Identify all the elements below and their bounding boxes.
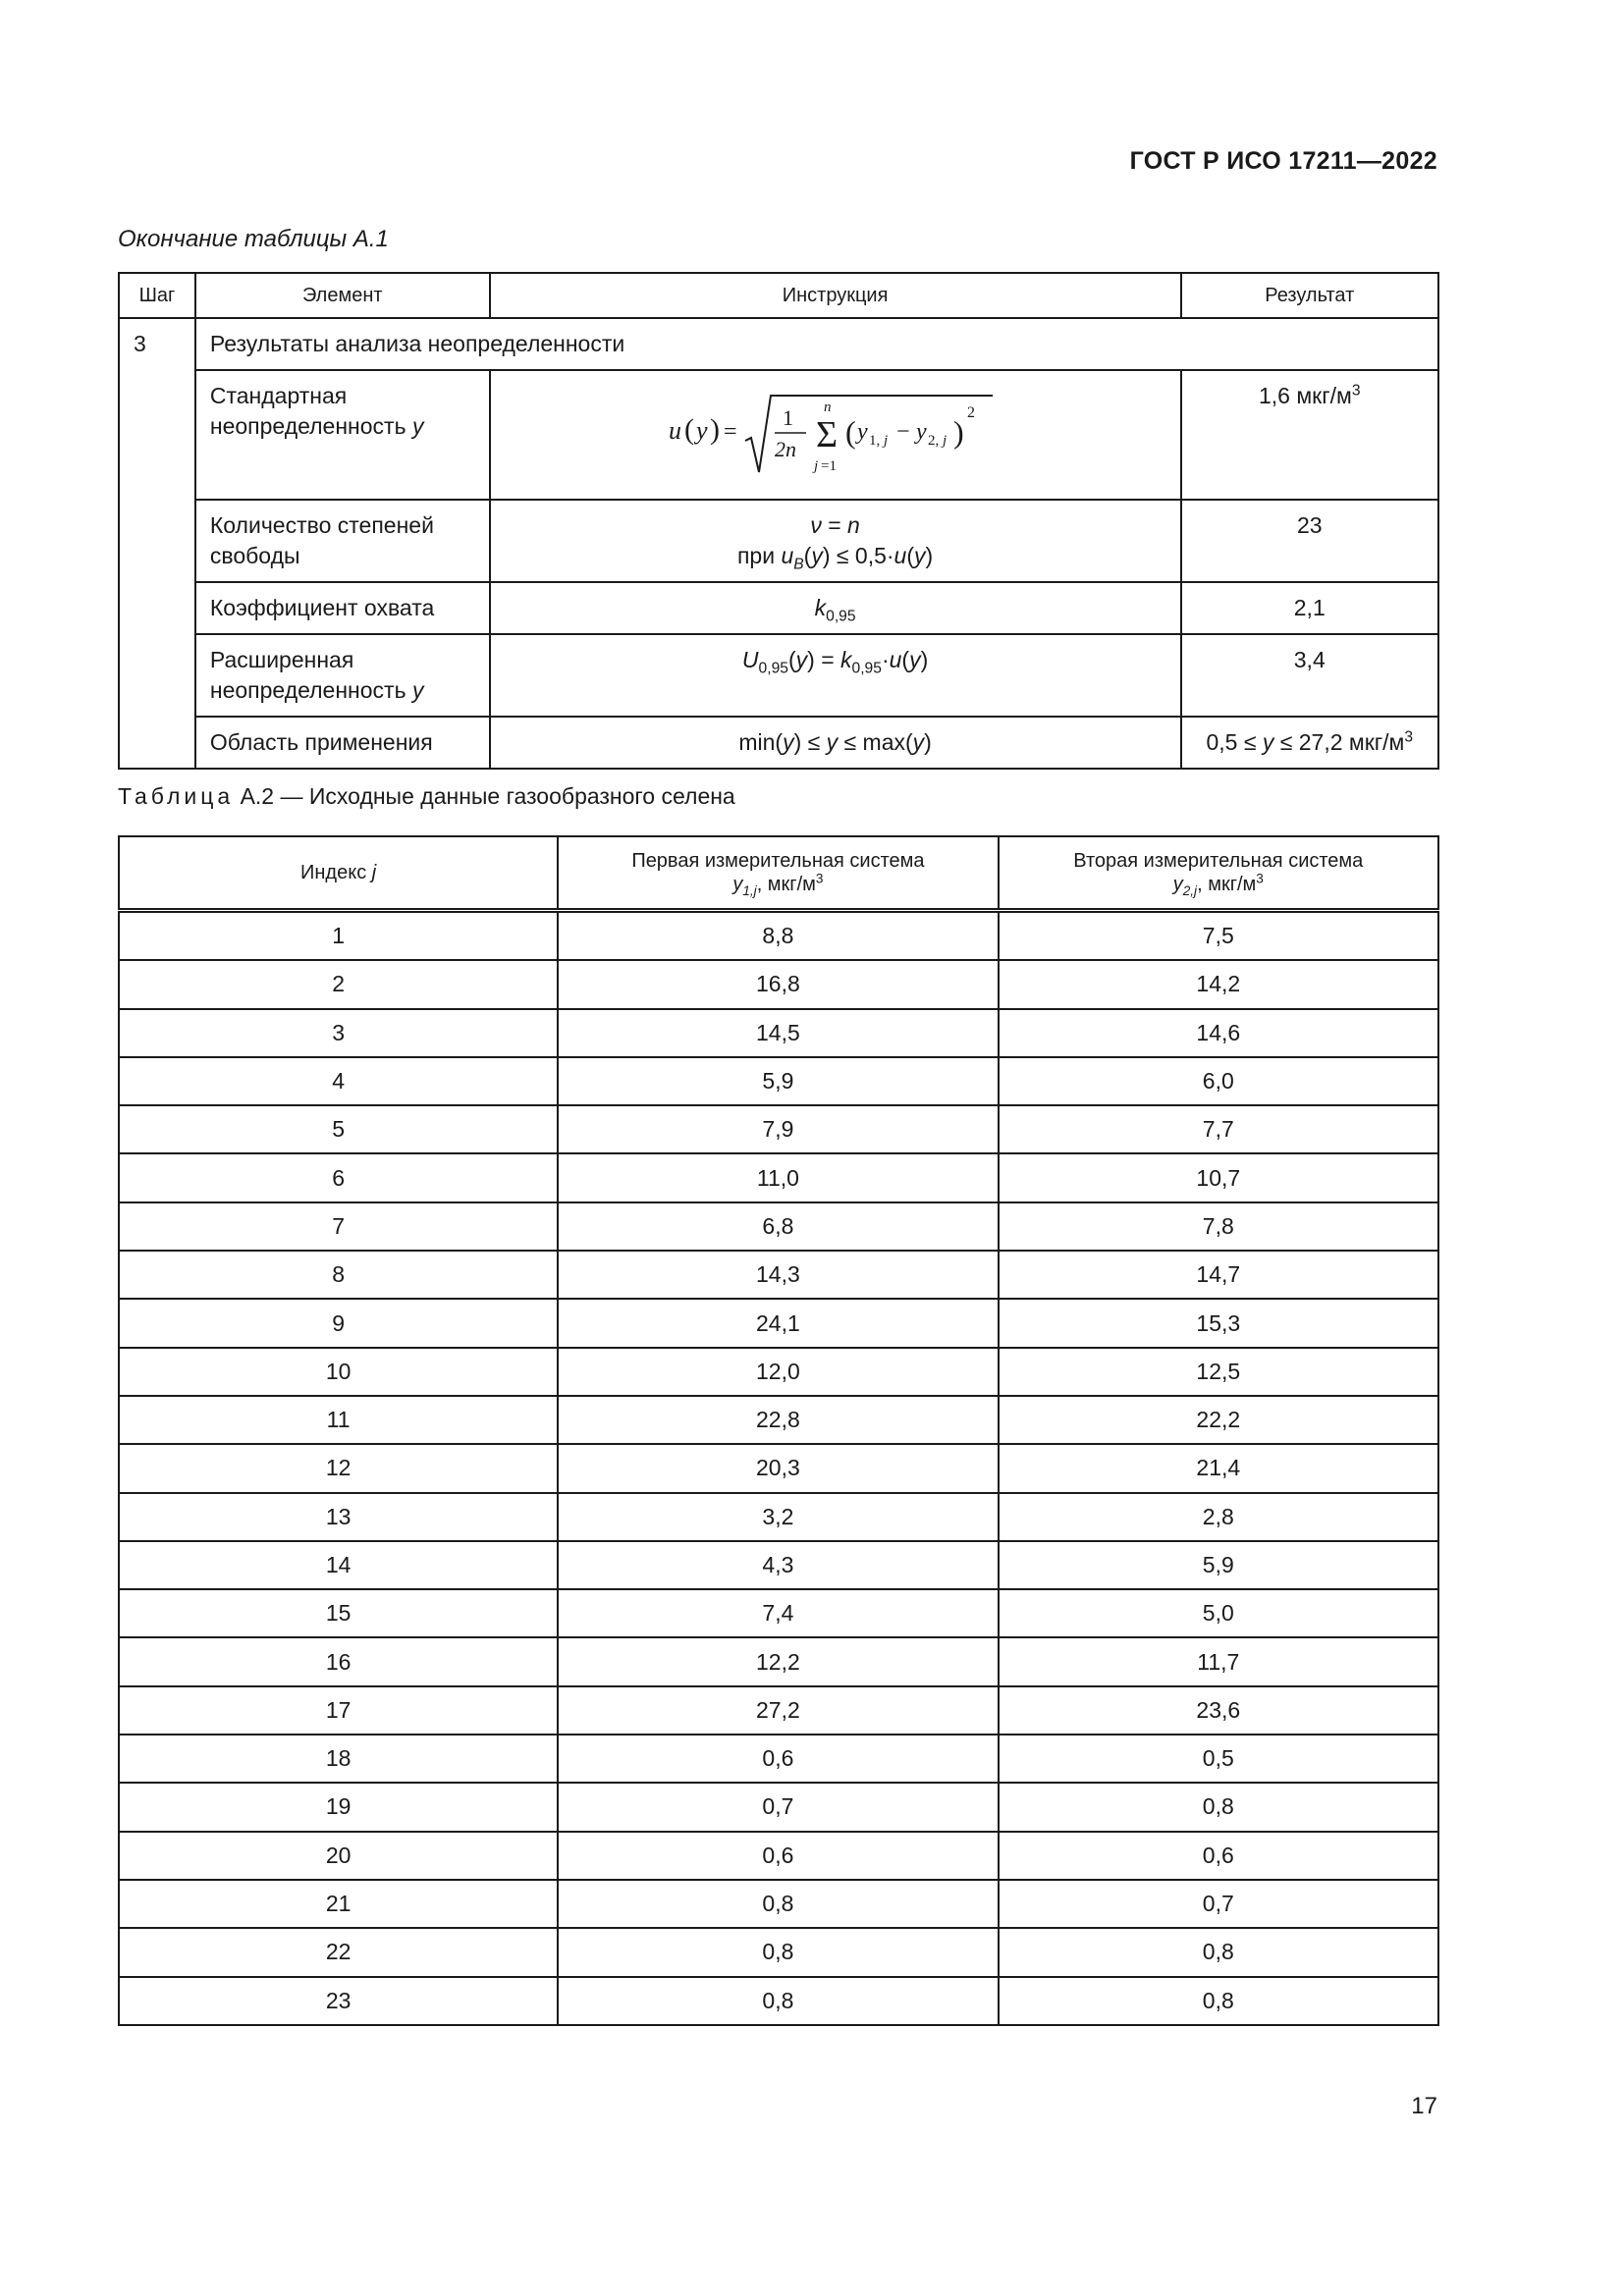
instruction-cell: $k_{0,95}$ bbox=[490, 582, 1181, 634]
table-row bbox=[119, 1637, 1438, 1685]
table-row bbox=[119, 1783, 1438, 1831]
system-2-cell: 7,8 bbox=[999, 1202, 1438, 1251]
index-cell: 16 bbox=[119, 1637, 558, 1685]
table-row bbox=[119, 1493, 1438, 1541]
svg-text:(: ( bbox=[683, 413, 694, 446]
table-row bbox=[119, 1977, 1438, 2025]
table-row bbox=[119, 1105, 1438, 1153]
system-1-cell: 11,0 bbox=[558, 1153, 998, 1201]
index-cell: 8 bbox=[119, 1251, 558, 1299]
index-cell: 6 bbox=[119, 1153, 558, 1201]
system-2-cell: 14,7 bbox=[999, 1251, 1438, 1299]
svg-text:j: j bbox=[813, 458, 818, 474]
caption-prefix: Таблица bbox=[118, 783, 235, 809]
system-2-cell: 21,4 bbox=[999, 1444, 1438, 1492]
index-cell: 7 bbox=[119, 1202, 558, 1251]
system-1-cell: 0,8 bbox=[558, 1977, 998, 2025]
table-a2 bbox=[118, 835, 1439, 2026]
instruction-cell bbox=[490, 370, 1181, 500]
table-row bbox=[119, 1009, 1438, 1057]
column-header-system-2: Вторая измерительная система $y_{2,j}$, мкг/$м^3$ bbox=[999, 836, 1438, 911]
table-row bbox=[119, 1880, 1438, 1928]
standard-uncertainty-formula bbox=[669, 382, 1002, 480]
system-2-cell: 23,6 bbox=[999, 1686, 1438, 1735]
table-row bbox=[119, 960, 1438, 1008]
system-1-cell: 24,1 bbox=[558, 1299, 998, 1347]
svg-text:2,: 2, bbox=[927, 433, 939, 449]
table-row bbox=[119, 1589, 1438, 1637]
svg-text:1,: 1, bbox=[868, 433, 880, 449]
index-cell: 11 bbox=[119, 1396, 558, 1444]
system-2-cell: 0,8 bbox=[999, 1928, 1438, 1976]
column-header-system-1: Первая измерительная система $y_{1,j}$, мкг/$м^3$ bbox=[558, 836, 998, 911]
system-1-cell: 0,6 bbox=[558, 1735, 998, 1783]
system-2-cell: 12,5 bbox=[999, 1348, 1438, 1396]
system-2-cell: 7,7 bbox=[999, 1105, 1438, 1153]
column-header-index: Индекс j bbox=[119, 836, 558, 911]
table-a1-row bbox=[119, 634, 1438, 717]
system-1-cell: 5,9 bbox=[558, 1057, 998, 1105]
system-1-cell: 22,8 bbox=[558, 1396, 998, 1444]
section-title: Результаты анализа неопределенности bbox=[195, 318, 1438, 370]
system-2-cell: 0,7 bbox=[999, 1880, 1438, 1928]
svg-text:y: y bbox=[856, 419, 868, 445]
table-row bbox=[119, 1153, 1438, 1201]
table-row bbox=[119, 1444, 1438, 1492]
system-2-cell: 0,8 bbox=[999, 1783, 1438, 1831]
svg-text:2: 2 bbox=[966, 404, 975, 421]
index-cell: 17 bbox=[119, 1686, 558, 1735]
table-row bbox=[119, 1057, 1438, 1105]
index-cell: 12 bbox=[119, 1444, 558, 1492]
system-2-cell: 0,8 bbox=[999, 1977, 1438, 2025]
column-header: Шаг bbox=[119, 273, 195, 318]
system-1-cell: 0,8 bbox=[558, 1928, 998, 1976]
table-a1-row bbox=[119, 717, 1438, 769]
table-row bbox=[119, 1202, 1438, 1251]
system-2-cell: 0,6 bbox=[999, 1832, 1438, 1880]
svg-text:j: j bbox=[883, 433, 888, 449]
system-1-cell: 4,3 bbox=[558, 1541, 998, 1589]
system-1-cell: 8,8 bbox=[558, 911, 998, 961]
svg-text:(: ( bbox=[844, 414, 856, 450]
instruction-cell: min(y) ≤ y ≤ max(y) bbox=[490, 717, 1181, 769]
system-1-cell: 7,4 bbox=[558, 1589, 998, 1637]
index-cell: 15 bbox=[119, 1589, 558, 1637]
system-1-cell: 0,8 bbox=[558, 1880, 998, 1928]
table-row bbox=[119, 1348, 1438, 1396]
element-cell: Область применения bbox=[195, 717, 490, 769]
index-cell: 3 bbox=[119, 1009, 558, 1057]
system-2-cell: 0,5 bbox=[999, 1735, 1438, 1783]
system-1-cell: 6,8 bbox=[558, 1202, 998, 1251]
system-2-cell: 6,0 bbox=[999, 1057, 1438, 1105]
index-cell: 14 bbox=[119, 1541, 558, 1589]
instruction-cell: ν = n при $u_B(y) \le 0,5\cdot u(y)$ bbox=[490, 500, 1181, 582]
svg-text:Σ: Σ bbox=[815, 414, 838, 455]
system-1-cell: 12,2 bbox=[558, 1637, 998, 1685]
svg-text:y: y bbox=[695, 416, 708, 445]
index-cell: 5 bbox=[119, 1105, 558, 1153]
table-a2-caption bbox=[118, 783, 735, 810]
system-1-cell: 27,2 bbox=[558, 1686, 998, 1735]
svg-text:): ) bbox=[952, 414, 964, 450]
result-cell: 0,5 ≤ y ≤ 27,2 мкг/$м^3$ bbox=[1181, 717, 1438, 769]
index-cell: 20 bbox=[119, 1832, 558, 1880]
svg-text:n: n bbox=[823, 400, 832, 415]
svg-text:y: y bbox=[915, 419, 927, 445]
system-1-cell: 0,6 bbox=[558, 1832, 998, 1880]
column-header: Инструкция bbox=[490, 273, 1181, 318]
table-row bbox=[119, 1251, 1438, 1299]
table-row bbox=[119, 1396, 1438, 1444]
system-2-cell: 11,7 bbox=[999, 1637, 1438, 1685]
index-cell: 1 bbox=[119, 911, 558, 961]
index-cell: 4 bbox=[119, 1057, 558, 1105]
system-2-cell: 7,5 bbox=[999, 911, 1438, 961]
table-row bbox=[119, 911, 1438, 961]
table-row bbox=[119, 1735, 1438, 1783]
table-row bbox=[119, 1541, 1438, 1589]
index-cell: 9 bbox=[119, 1299, 558, 1347]
system-2-cell: 22,2 bbox=[999, 1396, 1438, 1444]
table-a1-row bbox=[119, 582, 1438, 634]
document-code: ГОСТ Р ИСО 17211—2022 bbox=[1129, 147, 1437, 175]
index-cell: 13 bbox=[119, 1493, 558, 1541]
table-a2-header-row bbox=[119, 836, 1438, 911]
result-cell: 2,1 bbox=[1181, 582, 1438, 634]
page-number: 17 bbox=[1411, 2093, 1437, 2119]
table-row bbox=[119, 1832, 1438, 1880]
instruction-cell: $U_{0,95}(y) = k_{0,95}\cdot u(y)$ bbox=[490, 634, 1181, 717]
system-2-cell: 15,3 bbox=[999, 1299, 1438, 1347]
index-cell: 21 bbox=[119, 1880, 558, 1928]
system-1-cell: 14,5 bbox=[558, 1009, 998, 1057]
table-row bbox=[119, 1299, 1438, 1347]
system-2-cell: 14,6 bbox=[999, 1009, 1438, 1057]
svg-text:1: 1 bbox=[782, 405, 793, 430]
table-row bbox=[119, 1686, 1438, 1735]
index-cell: 23 bbox=[119, 1977, 558, 2025]
system-1-cell: 20,3 bbox=[558, 1444, 998, 1492]
table-row bbox=[119, 1928, 1438, 1976]
result-cell: 3,4 bbox=[1181, 634, 1438, 717]
system-2-cell: 5,0 bbox=[999, 1589, 1438, 1637]
table-a1-section-row bbox=[119, 318, 1438, 370]
system-2-cell: 10,7 bbox=[999, 1153, 1438, 1201]
svg-text:=1: =1 bbox=[820, 458, 837, 474]
index-cell: 19 bbox=[119, 1783, 558, 1831]
svg-text:j: j bbox=[942, 433, 947, 449]
table-a1-row bbox=[119, 370, 1438, 500]
svg-text:2n: 2n bbox=[774, 437, 796, 461]
system-1-cell: 7,9 bbox=[558, 1105, 998, 1153]
svg-text:u: u bbox=[668, 416, 681, 445]
svg-text:): ) bbox=[709, 413, 720, 446]
column-header: Результат bbox=[1181, 273, 1438, 318]
system-2-cell: 5,9 bbox=[999, 1541, 1438, 1589]
system-2-cell: 2,8 bbox=[999, 1493, 1438, 1541]
column-header: Элемент bbox=[195, 273, 490, 318]
system-1-cell: 14,3 bbox=[558, 1251, 998, 1299]
svg-text:−: − bbox=[895, 419, 910, 445]
system-1-cell: 16,8 bbox=[558, 960, 998, 1008]
system-1-cell: 3,2 bbox=[558, 1493, 998, 1541]
step-cell: 3 bbox=[119, 318, 195, 769]
index-cell: 2 bbox=[119, 960, 558, 1008]
result-cell: 1,6 мкг/$м^3$ bbox=[1181, 370, 1438, 500]
table-a1-header-row bbox=[119, 273, 1438, 318]
index-cell: 10 bbox=[119, 1348, 558, 1396]
table-continuation-label: Окончание таблицы А.1 bbox=[118, 226, 389, 252]
svg-text:=: = bbox=[723, 419, 737, 445]
system-1-cell: 12,0 bbox=[558, 1348, 998, 1396]
element-cell: Количество степеней свободы bbox=[195, 500, 490, 582]
index-cell: 22 bbox=[119, 1928, 558, 1976]
result-cell: 23 bbox=[1181, 500, 1438, 582]
system-1-cell: 0,7 bbox=[558, 1783, 998, 1831]
element-cell: Стандартная неопределенность y bbox=[195, 370, 490, 500]
system-2-cell: 14,2 bbox=[999, 960, 1438, 1008]
element-cell: Расширенная неопределенность y bbox=[195, 634, 490, 717]
table-a1-row bbox=[119, 500, 1438, 582]
index-cell: 18 bbox=[119, 1735, 558, 1783]
table-a1-end bbox=[118, 272, 1439, 770]
caption-text: А.2 — Исходные данные газообразного селена bbox=[240, 783, 735, 809]
element-cell: Коэффициент охвата bbox=[195, 582, 490, 634]
